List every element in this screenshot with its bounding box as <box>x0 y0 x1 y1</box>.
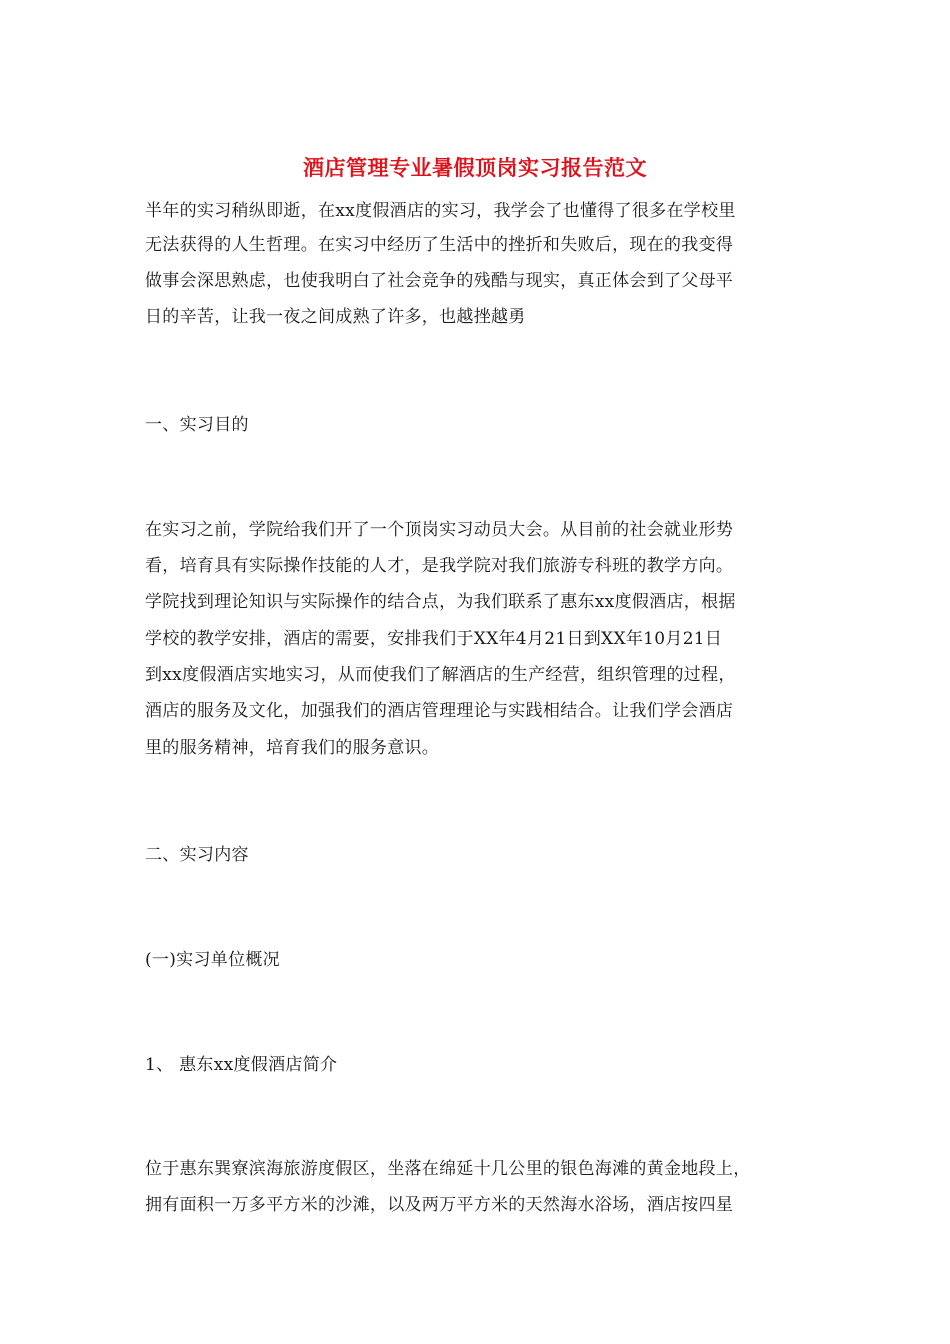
purpose-line-1: 在实习之前，学院给我们开了一个顶岗实习动员大会。从目前的社会就业形势 <box>145 520 734 540</box>
hotel-intro-line-1: 位于惠东巽寮滨海旅游度假区，坐落在绵延十几公里的银色海滩的黄金地段上， <box>145 1159 751 1179</box>
subsection-heading-overview: (一)实习单位概况 <box>145 950 280 970</box>
purpose-line-7: 里的服务精神，培育我们的服务意识。 <box>145 738 440 758</box>
hotel-intro-line-2: 拥有面积一万多平方米的沙滩，以及两万平方米的天然海水浴场，酒店按四星 <box>145 1195 734 1215</box>
purpose-line-5: 到xx度假酒店实地实习，从而使我们了解酒店的生产经营，组织管理的过程， <box>145 665 736 685</box>
purpose-line-2: 看，培育具有实际操作技能的人才，是我学院对我们旅游专科班的教学方向。 <box>145 556 734 576</box>
intro-line-1: 半年的实习稍纵即逝，在xx度假酒店的实习，我学会了也懂得了很多在学校里 <box>145 201 736 221</box>
document-title: 酒店管理专业暑假顶岗实习报告范文 <box>303 155 647 180</box>
intro-line-3: 做事会深思熟虑，也使我明白了社会竞争的残酷与现实，真正体会到了父母平 <box>145 271 734 291</box>
item-heading-hotel-intro: 1、 惠东xx度假酒店简介 <box>145 1055 338 1075</box>
section-heading-content: 二、实习内容 <box>145 845 249 865</box>
intro-line-4: 日的辛苦，让我一夜之间成熟了许多，也越挫越勇 <box>145 307 526 327</box>
purpose-line-3: 学院找到理论知识与实际操作的结合点，为我们联系了惠东xx度假酒店，根据 <box>145 592 736 612</box>
purpose-line-4: 学校的教学安排，酒店的需要，安排我们于XX年4月21日到XX年10月21日 <box>145 629 723 649</box>
section-heading-purpose: 一、实习目的 <box>145 415 249 435</box>
intro-line-2: 无法获得的人生哲理。在实习中经历了生活中的挫折和失败后，现在的我变得 <box>145 235 734 255</box>
purpose-line-6: 酒店的服务及文化，加强我们的酒店管理理论与实践相结合。让我们学会酒店 <box>145 701 734 721</box>
